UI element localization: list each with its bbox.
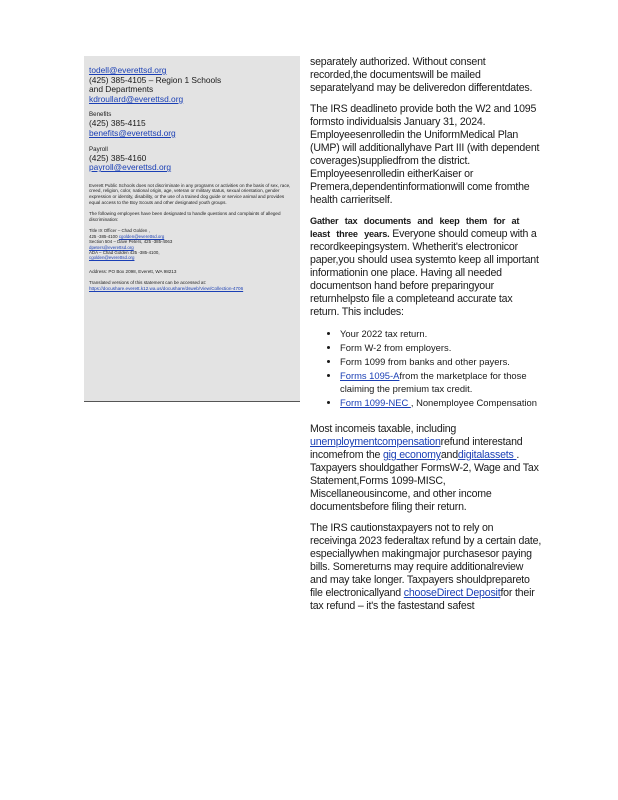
benefits-heading: Benefits: [89, 111, 112, 119]
paragraph-irs-deadline: The IRS deadlineto provide both the W2 and 1095 formsto individualsis January 31, 2024. Employeesenrolledin the UniformMedical Plan (UMP) will additionallyhave Part III (with dependent coverages)suppliedfrom the district. Employeesenrolledin eitherKaiser or Premera,dependentinformationwill come fromthe health carrieritself.: [310, 103, 540, 206]
gig-economy-link[interactable]: gig economy: [382, 449, 441, 461]
contact-name: – Dave Peters, 425 -385-4063: [113, 239, 173, 245]
digital-assets-link[interactable]: digitalassets: [457, 449, 517, 461]
translated-versions-link[interactable]: https://docushare.everett.k12.wa.us/docushare/dsweb/View/Collection-4706: [89, 285, 244, 291]
mailing-address: Address: PO Box 2098, Everett, WA 98213: [89, 268, 177, 274]
benefits-contact: [89, 111, 294, 138]
nondiscrimination-text: Everett Public Schools does not discriminate in any programs or activities on the basis of sex, race, creed, religion, color, national origin, age, veteran or military status, sexual orientation, gender expression or identity, disability, or the use of a trained dog guide or service animal and provides equal access to the Boy Scouts and other designated youth groups.: [89, 182, 291, 205]
contact-name: – Chad Golden 425 -385-4100,: [99, 249, 160, 255]
contact-section-504: [89, 239, 294, 250]
region-dept: and Departments: [89, 84, 154, 95]
todell-email-link[interactable]: todell@everettsd.org: [89, 65, 167, 75]
list-item: • Form 1099 from banks and other payers.: [340, 355, 542, 368]
gather-body: Everyone should comeup with a recordkeepingsystem. Whetherit's electronicor paper,you should usea systemto keep all important informationin one place. Having all needed documentson hand before preparingyour returnhelpsto file a completeand accurate tax return. This includes:: [310, 228, 539, 318]
region-contact: [89, 66, 294, 104]
dpeters-email-link[interactable]: dpeters@everettsd.org: [89, 244, 134, 250]
contact-role: Section 504: [89, 239, 113, 245]
paragraph-refund-caution: The IRS cautionstaxpayers not to rely on receivinga 2023 federaltax refund by a certain date, especiallywhen makingmajor purchasesor paying bills. Somereturns may require additionalreview and may take longer. Taxpayers shouldprepareto file electronicallyand chooseDirect Depositfor their tax refund – it's the fastestand safest: [310, 522, 542, 612]
cgolden-email-link[interactable]: cgolden@everettsd.org: [118, 233, 165, 239]
contact-ada: [89, 250, 294, 261]
payroll-email-link[interactable]: payroll@everettsd.org: [89, 162, 172, 173]
list-item: • Your 2022 tax return.: [340, 327, 542, 340]
translated-note: Translated versions of this statement can be accessed at:: [89, 280, 207, 286]
contact-role: Title IX Officer: [89, 228, 117, 234]
region-phone: (425) 385-4105 – Region 1 Schools: [89, 74, 222, 85]
list-item: • Forms 1095-Afrom the marketplace for those claiming the premium tax credit.: [340, 369, 542, 395]
unemployment-compensation-link[interactable]: unemploymentcompensation: [310, 436, 441, 448]
payroll-phone: (425) 385-4160: [89, 152, 147, 163]
direct-deposit-link[interactable]: chooseDirect Deposit: [403, 587, 501, 599]
kdroullard-email-link[interactable]: kdroullard@everettsd.org: [89, 93, 184, 104]
contact-sidebar: [84, 56, 300, 402]
paragraph-consent: separately authorized. Without consent recorded,the documentswill be mailed separatelyand may be deliveredon differentdates.: [310, 56, 533, 94]
paragraph-taxable-income: Most incomeis taxable, including unemploymentcompensationrefund interestand incomefrom the gig economyanddigitalassets . Taxpayers shouldgather FormsW-2, Wage and Tax Statement,Forms 1099-MISC, Miscellaneousincome, and other income documentsbefore filing their return.: [310, 423, 539, 513]
form-1099nec-link[interactable]: Form 1099-NEC: [340, 397, 411, 408]
payroll-heading: Payroll: [89, 145, 108, 153]
documents-list: [310, 327, 542, 409]
article-column: [310, 56, 542, 621]
forms-1095a-link[interactable]: Forms 1095-A: [340, 370, 400, 381]
list-item: • Form W-2 from employers.: [340, 341, 542, 354]
cgolden-email-link-2[interactable]: cgolden@everettsd.org: [89, 255, 135, 261]
payroll-contact: [89, 146, 294, 173]
list-item: • Form 1099-NEC , Nonemployee Compensation: [340, 396, 542, 409]
paragraph-gather-documents: [310, 215, 542, 319]
benefits-phone: (425) 385-4115: [89, 118, 146, 129]
designated-intro: The following employees have been designated to handle questions and complaints of alleged discrimination:: [89, 211, 281, 222]
contact-role: ADA: [89, 249, 98, 255]
nondiscrimination-statement: [89, 183, 294, 292]
contact-name: – Chad Golden ,: [117, 228, 150, 234]
benefits-email-link[interactable]: benefits@everettsd.org: [89, 127, 176, 138]
contact-phone: 425 -385-4100: [89, 233, 118, 239]
contact-title-ix: [89, 228, 294, 239]
gather-lead: Gather tax documents and keep them for at least three years.: [310, 216, 520, 239]
